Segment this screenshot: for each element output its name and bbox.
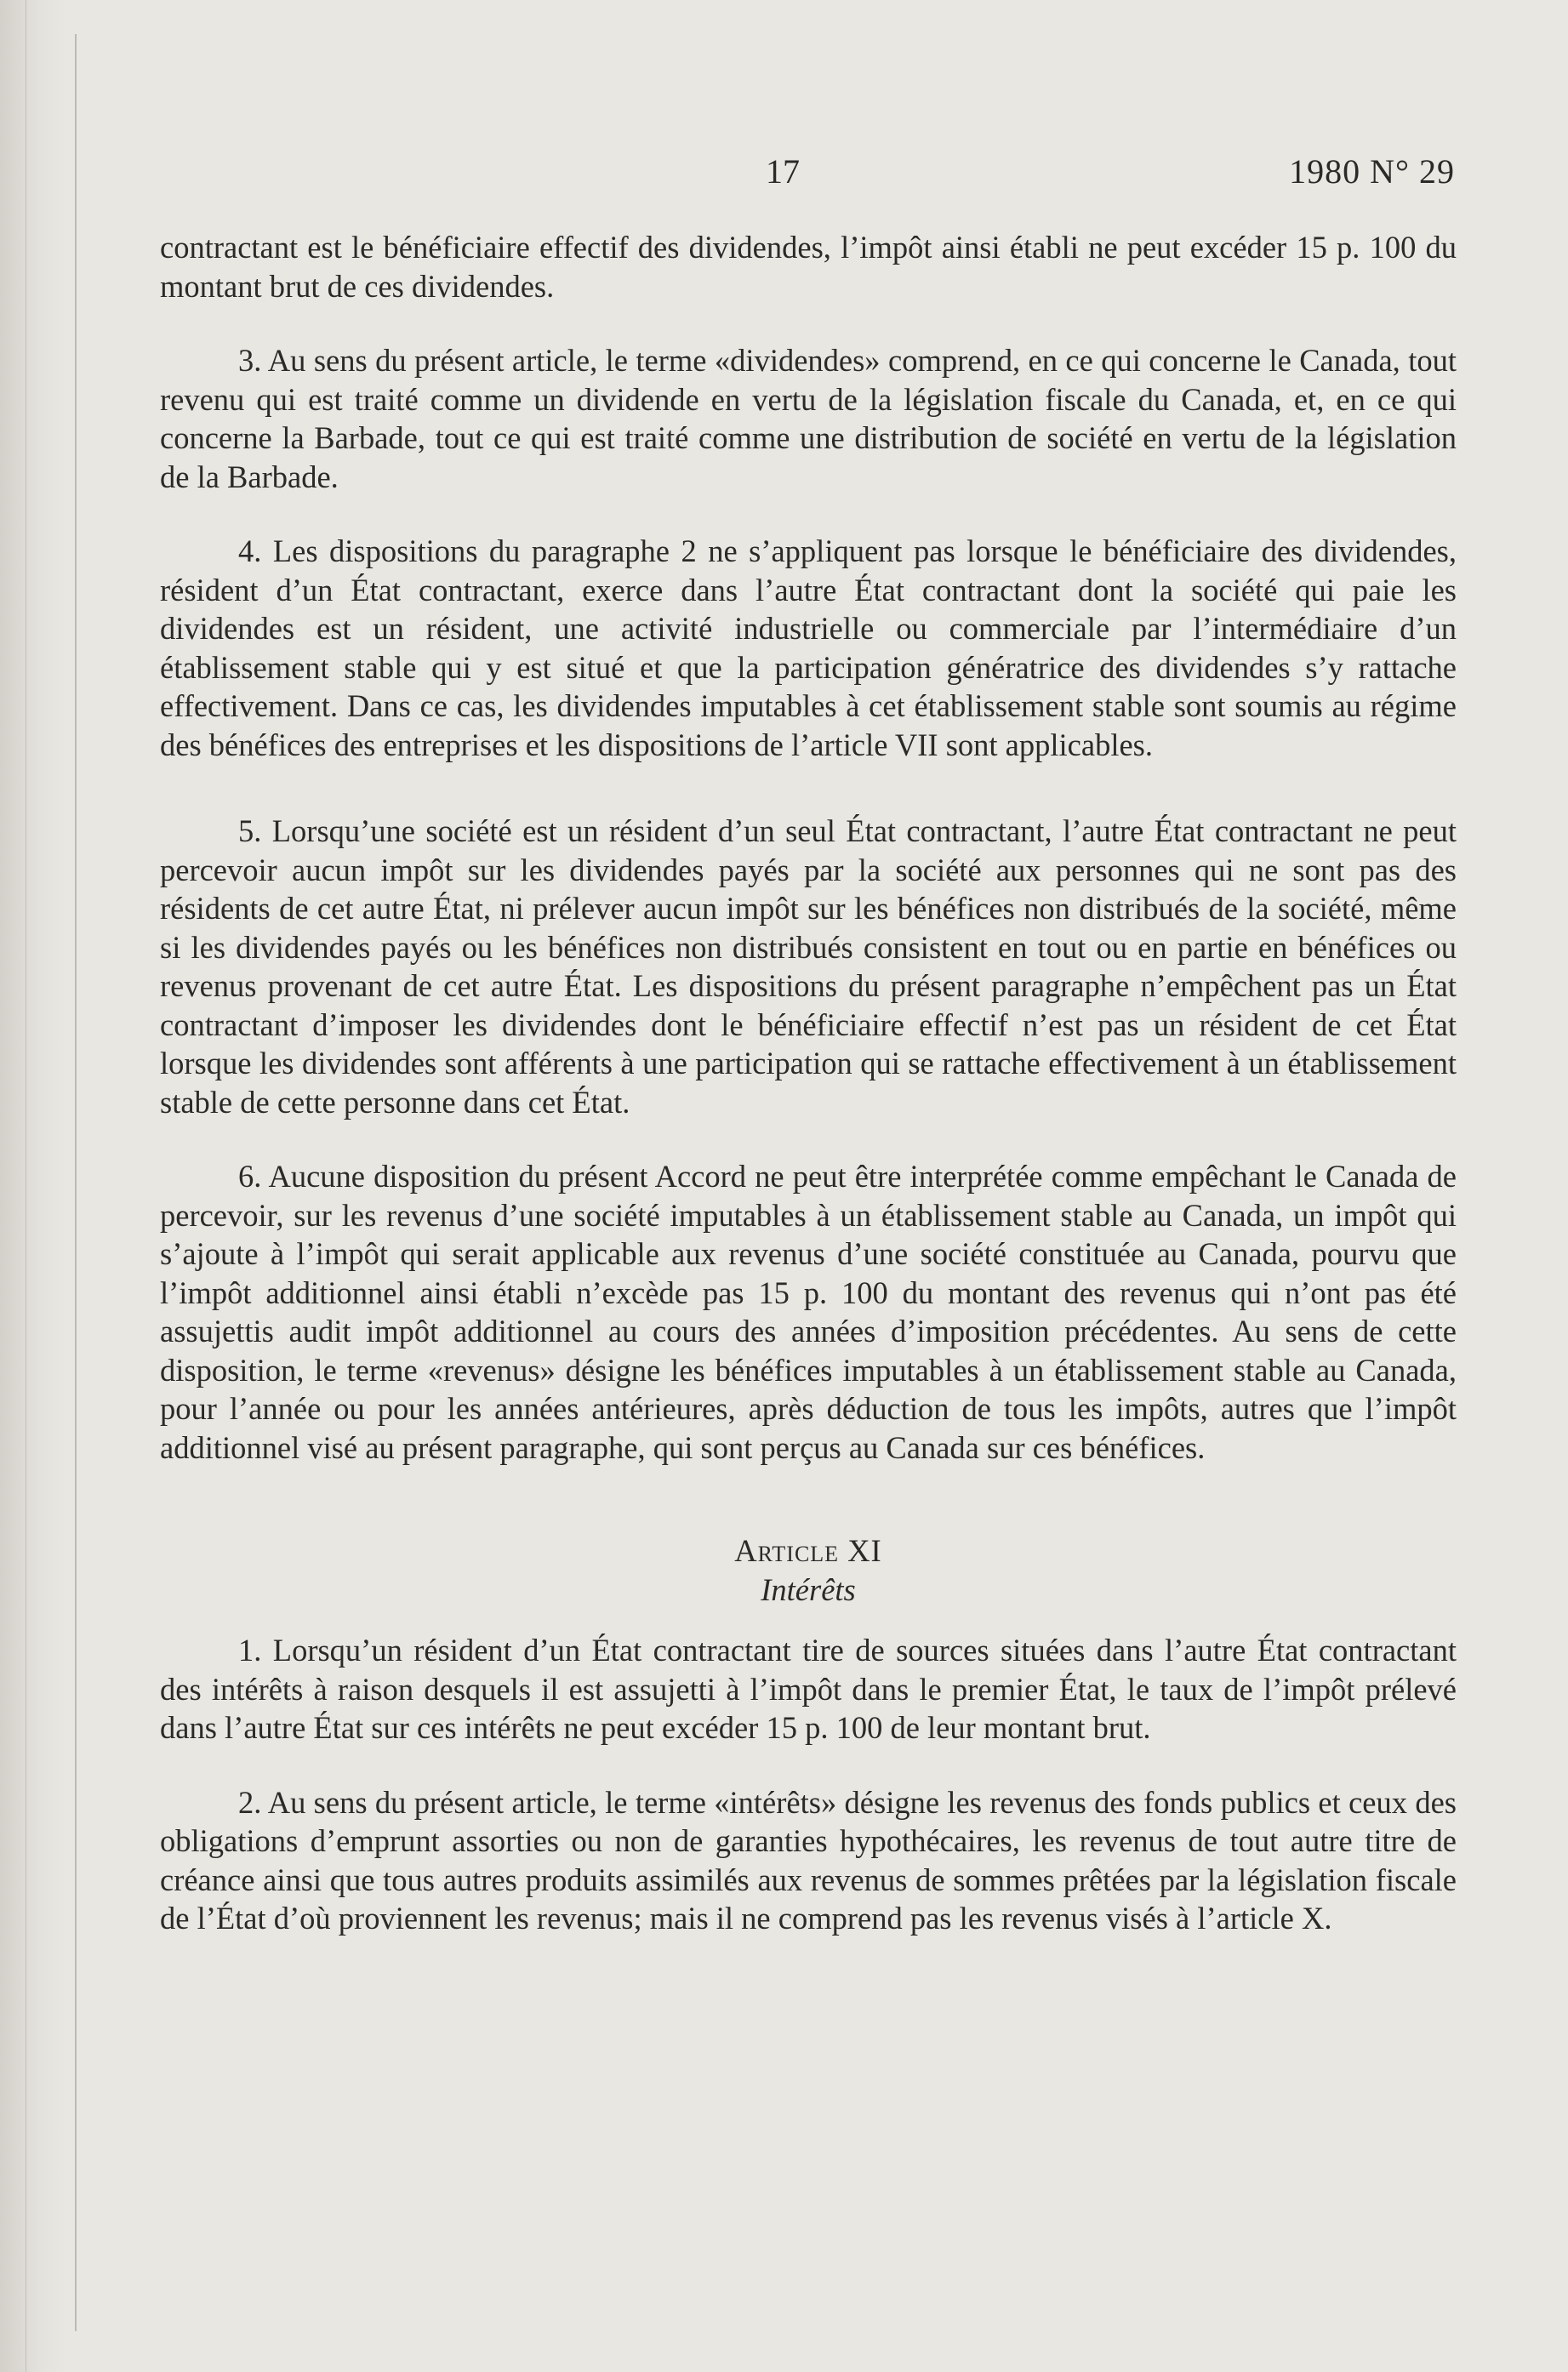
paragraph-continuation: contractant est le bénéficiaire effectif des dividendes, l’impôt ainsi établi ne peut excéder 15 p. 100 du montant brut de ces dividendes.: [160, 230, 1457, 304]
page-number: 17: [766, 152, 800, 191]
page-gutter-shadow: [0, 0, 66, 2372]
article-title: Article XI: [734, 1533, 882, 1568]
article-subtitle: Intérêts: [761, 1571, 856, 1607]
statute-year-number: 1980 N° 29: [1289, 152, 1455, 191]
article-xi-paragraph-2: 2. Au sens du présent article, le terme «intérêts» désigne les revenus des fonds publics et ceux des obligations d’emprunt assorties ou non de garanties hypothécaires, les revenus de tout autre titre de créance ainsi que tous autres produits assimilés aux revenus de sommes prêtées par la législation fiscale de l’État d’où proviennent les revenus; mais il ne comprend pas les revenus visés à l’article X.: [160, 1784, 1457, 1936]
paragraph-3: 3. Au sens du présent article, le terme «dividendes» comprend, en ce qui concerne le Canada, tout revenu qui est traité comme un dividende en vertu de la législation fiscale du Canada, et, en ce qui concerne la Barbade, tout ce qui est traité comme une distribution de société en vertu de la législation de la Barbade.: [160, 343, 1457, 494]
paragraph-6: 6. Aucune disposition du présent Accord ne peut être interprétée comme empêchant le Canada de percevoir, sur les revenus d’une société imputables à un établissement stable au Canada, un impôt qui s’ajoute à l’impôt qui serait applicable aux revenus d’une société constituée au Canada, pourvu que l’impôt additionnel ainsi établi n’excède pas 15 p. 100 du montant des revenus qui n’ont pas été assujettis audit impôt additionnel au cours des années d’imposition précédentes. Au sens de cette disposition, le terme «revenus» désigne les bénéfices imputables à un établissement stable au Canada, pour l’année ou pour les années antérieures, après déduction de tous les impôts, autres que l’impôt additionnel visé au présent paragraphe, qui sont perçus au Canada sur ces bénéfices.: [160, 1159, 1457, 1465]
page-margin-line: [75, 34, 77, 2331]
document-body: [160, 228, 1457, 1938]
page-header: [162, 151, 1455, 194]
paragraph-5: 5. Lorsqu’une société est un résident d’un seul État contractant, l’autre État contractant ne peut percevoir aucun impôt sur les dividendes payés par la société aux personnes qui ne sont pas des résidents de cet autre État, ni prélever aucun impôt sur les bénéfices non distribués de la société, même si les dividendes payés ou les bénéfices non distribués consistent en tout ou en partie en bénéfices ou revenus provenant de cet autre État. Les dispositions du présent paragraphe n’empêchent pas un État contractant d’imposer les dividendes dont le bénéficiaire effectif n’est pas un résident de cet État lorsque les dividendes sont afférents à une participation qui se rattache effectivement à un établissement stable de cette personne dans cet État.: [160, 813, 1457, 1120]
article-xi-paragraph-1: 1. Lorsqu’un résident d’un État contractant tire de sources situées dans l’autre État contractant des intérêts à raison desquels il est assujetti à l’impôt dans le premier État, le taux de l’impôt prélevé dans l’autre État sur ces intérêts ne peut excéder 15 p. 100 de leur montant brut.: [160, 1633, 1457, 1745]
article-heading: [160, 1531, 1457, 1609]
paragraph-4: 4. Les dispositions du paragraphe 2 ne s’appliquent pas lorsque le bénéficiaire des dividendes, résident d’un État contractant, exerce dans l’autre État contractant dont la société qui paie les dividendes est un résident, une activité industrielle ou commerciale par l’intermédiaire d’un établissement stable qui y est situé et que la participation génératrice des dividendes s’y rattache effectivement. Dans ce cas, les dividendes imputables à cet établissement stable sont soumis au régime des bénéfices des entreprises et les dispositions de l’article VII sont applicables.: [160, 533, 1457, 762]
